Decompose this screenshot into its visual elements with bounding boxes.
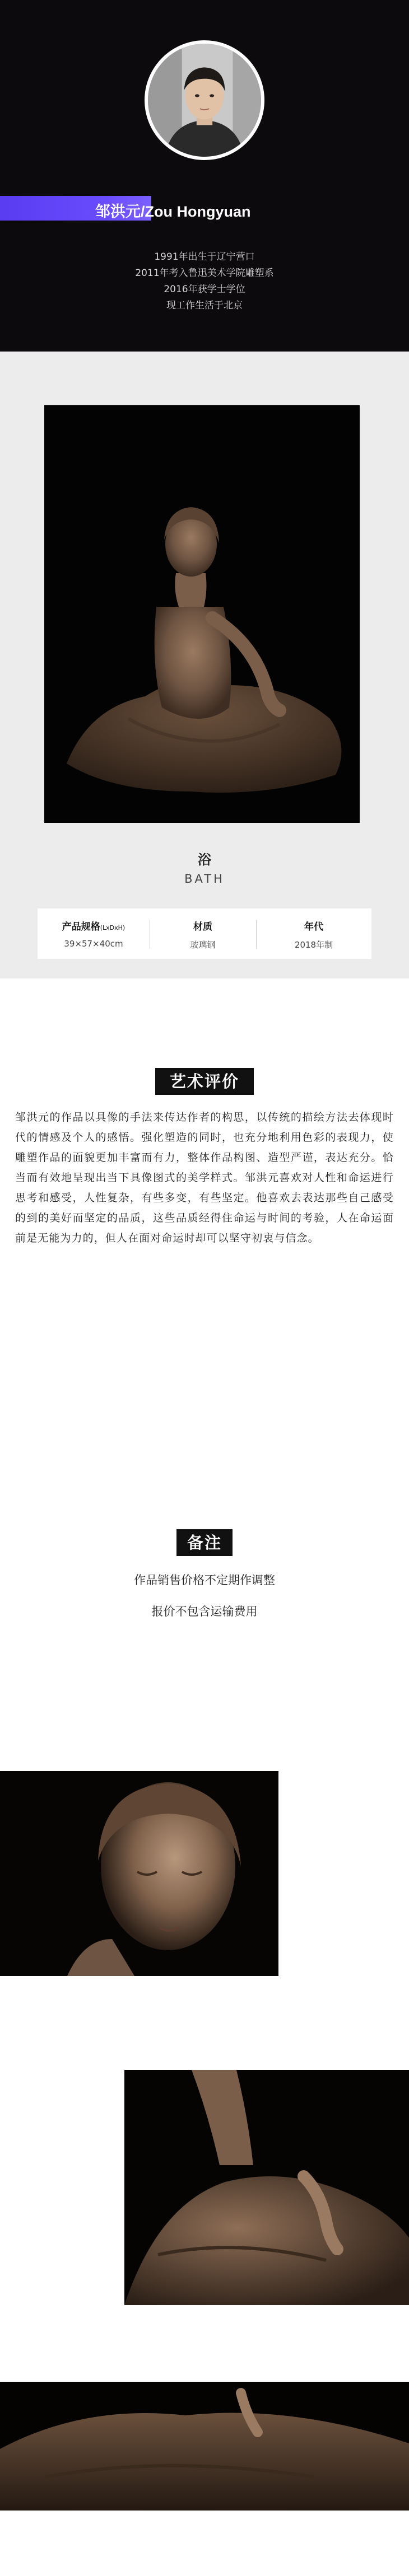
artist-name: 邹洪元/Zou Hongyuan	[95, 203, 251, 220]
drapery-detail-illustration	[0, 2382, 409, 2511]
artist-name-bar	[0, 196, 409, 221]
spec-material	[150, 908, 256, 959]
artwork-photo	[44, 405, 360, 823]
artist-portrait-illustration	[148, 44, 261, 157]
review-heading: 艺术评价	[155, 1068, 254, 1095]
detail-photo-hand	[124, 2070, 409, 2305]
face-detail-illustration	[0, 1771, 278, 1976]
detail-photo-face	[0, 1771, 278, 1976]
sculpture-illustration	[44, 405, 360, 823]
spec-year	[256, 908, 371, 959]
notes-line: 报价不包含运输费用	[151, 1605, 258, 1618]
bio-line: 2011年考入鲁迅美术学院雕塑系	[135, 268, 274, 279]
bio-line: 2016年获学士学位	[164, 284, 245, 295]
artwork-section	[0, 352, 409, 978]
spec-material-value: 玻璃钢	[190, 940, 216, 950]
spec-year-label: 年代	[304, 921, 323, 933]
bio-line: 1991年出生于辽宁营口	[154, 251, 255, 263]
spec-size-value: 39×57×40cm	[64, 939, 123, 949]
spec-year-value: 2018年制	[294, 940, 333, 950]
spec-material-label: 材质	[193, 921, 212, 933]
artwork-subtitle: BATH	[184, 872, 225, 886]
artist-bio	[0, 249, 409, 314]
detail-photo-drapery	[0, 2382, 409, 2511]
spec-size	[38, 908, 150, 959]
artist-avatar	[145, 40, 264, 160]
artist-header	[0, 0, 409, 352]
spec-size-label-row	[38, 919, 150, 933]
hand-detail-illustration	[124, 2070, 409, 2305]
spec-size-unit: (LxDxH)	[100, 924, 126, 931]
artwork-title: 浴	[198, 852, 211, 868]
notes-line: 作品销售价格不定期作调整	[134, 1573, 275, 1587]
bio-line: 现工作生活于北京	[166, 300, 243, 311]
spec-size-label: 产品规格	[62, 921, 100, 933]
review-text: 邹洪元的作品以具像的手法来传达作者的构思，以传统的描绘方法去体现时代的情感及个人的感悟。强化塑造的同时，也充分地利用色彩的表现力，使雕塑作品的面貌更加丰富而有力，整体作品构图、造型严谨，表达充分。恰当而有效地呈现出当下具像图式的美学样式。邹洪元喜欢对人性和命运进行思考和感受，人性复杂，有些多变，有些坚定。他喜欢去表达那些自己感受的到的美好而坚定的品质，这些品质经得住命运与时间的考验，人在命运面前是无能为力的，但人在面对命运时却可以坚守初衷与信念。	[15, 1111, 394, 1244]
artwork-spec-table	[38, 908, 371, 959]
notes-heading: 备注	[176, 1529, 233, 1556]
